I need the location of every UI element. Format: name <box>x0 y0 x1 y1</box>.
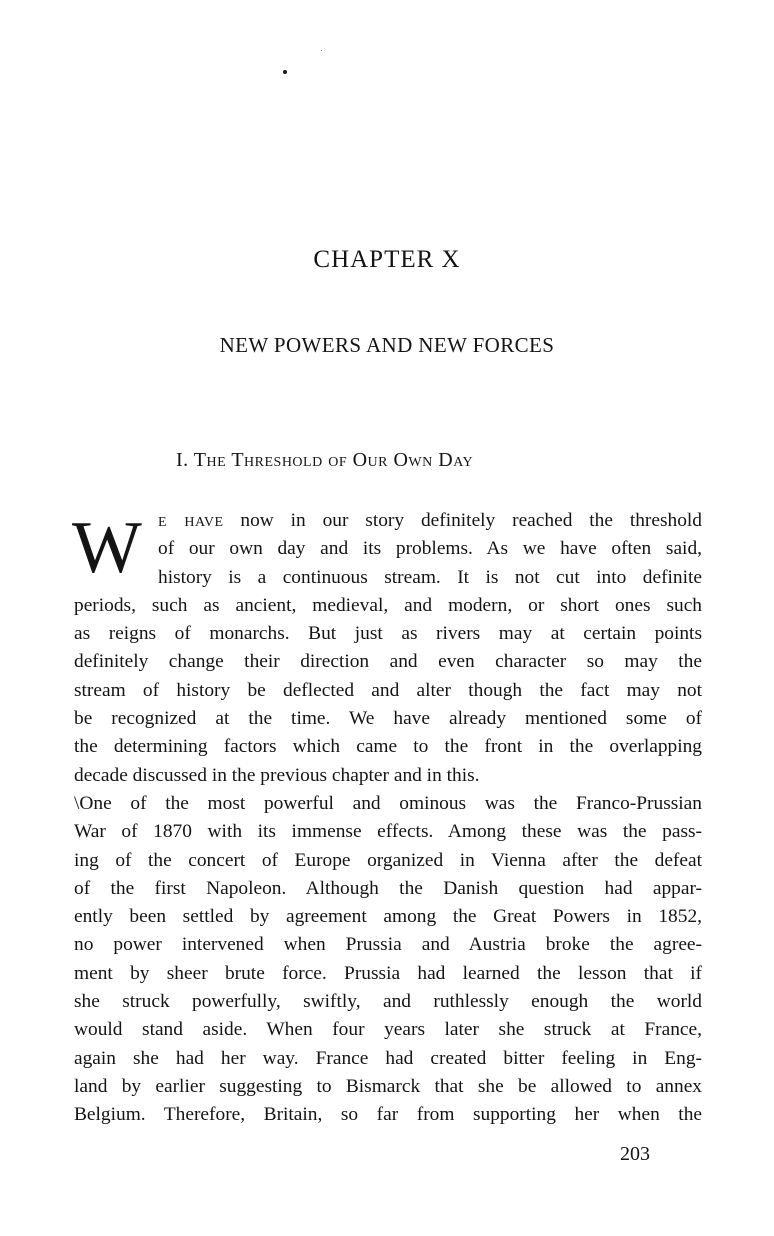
ink-speck <box>283 70 287 74</box>
lead-in-small-caps: e have <box>158 510 224 531</box>
text-line: she struck powerfully, swiftly, and ruthlessly enough the world <box>74 991 702 1013</box>
text-line: Belgium. Therefore, Britain, so far from supporting her when the <box>74 1104 702 1126</box>
body-text <box>74 507 702 1130</box>
text-line: stream of history be deflected and alter though the fact may not <box>74 679 702 701</box>
text-line: as reigns of monarchs. But just as rivers may at certain points <box>74 623 702 645</box>
text-line: would stand aside. When four years later she struck at France, <box>74 1019 702 1041</box>
text-line: no power intervened when Prussia and Austria broke the agree- <box>74 934 702 956</box>
text-line-rest: now in our story definitely reached the threshold <box>240 510 702 531</box>
chapter-number: CHAPTER X <box>313 246 461 273</box>
text-line: the determining factors which came to the front in the overlapping <box>74 736 702 758</box>
text-line: definitely change their direction and even character so may the <box>74 651 702 673</box>
text-line: again she had her way. France had created bitter feeling in Eng- <box>74 1047 702 1069</box>
text-line: of the first Napoleon. Although the Danish question had appar- <box>74 877 702 899</box>
text-line: ment by sheer brute force. Prussia had learned the lesson that if <box>74 962 702 984</box>
text-line: decade discussed in the previous chapter and in this. <box>74 764 480 786</box>
text-line: periods, such as ancient, medieval, and modern, or short ones such <box>74 594 702 616</box>
text-line: history is a continuous stream. It is not cut into definite <box>158 566 702 588</box>
text-line <box>74 507 702 535</box>
text-line: of our own day and its problems. As we have often said, <box>158 538 702 560</box>
text-line: land by earlier suggesting to Bismarck that she be allowed to annex <box>74 1075 702 1097</box>
chapter-title: NEW POWERS AND NEW FORCES <box>219 333 555 357</box>
text-line: War of 1870 with its immense effects. Among these was the pass- <box>74 821 702 843</box>
text-line: be recognized at the time. We have already mentioned some of <box>74 708 702 730</box>
ink-speck-small <box>321 50 322 51</box>
text-line: ing of the concert of Europe organized in Vienna after the defeat <box>74 849 702 871</box>
drop-cap: W <box>72 507 142 589</box>
text-line: \One of the most powerful and ominous was the Franco-Prussian <box>74 792 702 814</box>
text-line: ently been settled by agreement among the Great Powers in 1852, <box>74 906 702 928</box>
section-heading: I. The Threshold of Our Own Day <box>176 449 474 471</box>
page-number: 203 <box>620 1143 650 1165</box>
